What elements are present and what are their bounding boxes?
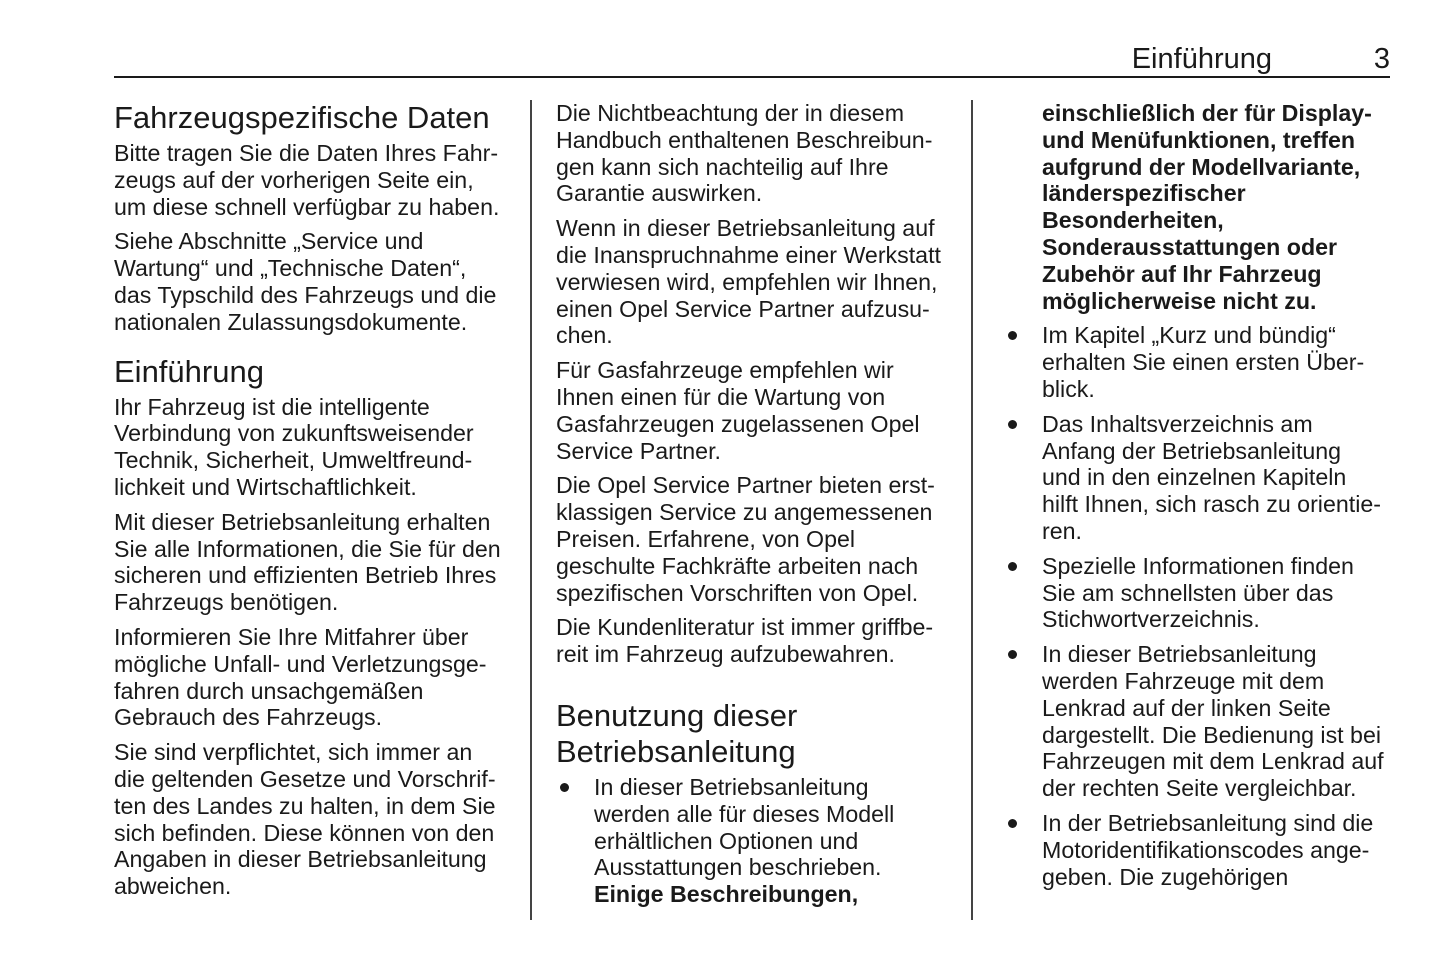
bullet-list bbox=[1004, 322, 1399, 890]
paragraph bbox=[114, 394, 518, 501]
list-item bbox=[1004, 411, 1399, 545]
text-line: aufgrund der Modellvariante, bbox=[1042, 153, 1361, 180]
text-line: lichkeit und Wirtschaftlichkeit. bbox=[114, 473, 417, 500]
text-line: länderspezifischer bbox=[1042, 180, 1246, 207]
text-line: Spezielle Informationen finden bbox=[1042, 552, 1354, 579]
text-line: Mit dieser Betriebsanleitung erhalten bbox=[114, 508, 491, 535]
bullet-icon bbox=[560, 783, 569, 792]
text-line: Das Inhaltsverzeichnis am bbox=[1042, 410, 1313, 437]
paragraph bbox=[556, 100, 960, 207]
heading-einfuehrung: Einführung bbox=[114, 353, 264, 389]
text-line: einschließlich der für Display- bbox=[1042, 100, 1372, 126]
text-line: Motoridentifikationscodes ange- bbox=[1042, 836, 1370, 863]
text-line: Ihr Fahrzeug ist die intelligente bbox=[114, 393, 430, 420]
list-item bbox=[1004, 641, 1399, 802]
list-item-text bbox=[1042, 322, 1399, 402]
text-line: Ausstattungen beschrieben. bbox=[594, 854, 882, 881]
list-item-text bbox=[1042, 411, 1399, 545]
column-1 bbox=[114, 100, 518, 908]
text-line: Im Kapitel „Kurz und bündig“ bbox=[1042, 322, 1336, 349]
column-3 bbox=[1004, 100, 1399, 898]
list-item-text bbox=[1042, 553, 1399, 633]
list-item-text bbox=[1042, 810, 1399, 890]
text-line: Sie sind verpflichtet, sich immer an bbox=[114, 739, 473, 766]
text-line: geschulte Fachkräfte arbeiten nach bbox=[556, 552, 919, 579]
text-line: erhältlichen Optionen und bbox=[594, 827, 859, 854]
text-line: In dieser Betriebsanleitung bbox=[594, 773, 869, 800]
paragraph bbox=[114, 739, 518, 900]
column-2 bbox=[556, 100, 960, 916]
text-line: hilft Ihnen, sich rasch zu orientie- bbox=[1042, 491, 1381, 518]
paragraph bbox=[556, 614, 960, 668]
text-line: Fahrzeugs benötigen. bbox=[114, 589, 339, 616]
list-item-text bbox=[1042, 641, 1399, 802]
text-line: werden Fahrzeuge mit dem bbox=[1042, 667, 1325, 694]
text-line: Stichwortverzeichnis. bbox=[1042, 606, 1260, 633]
bullet-icon bbox=[1008, 562, 1017, 571]
text-line: Für Gasfahrzeuge empfehlen wir bbox=[556, 357, 894, 384]
text-line: Die Kundenliteratur ist immer griffbe- bbox=[556, 614, 934, 641]
paragraph bbox=[556, 357, 960, 464]
text-line: Preisen. Erfahrene, von Opel bbox=[556, 525, 856, 552]
text-line: Bitte tragen Sie die Daten Ihres Fahr- bbox=[114, 140, 499, 166]
list-item bbox=[1004, 553, 1399, 633]
text-line: Ihnen einen für die Wartung von bbox=[556, 383, 886, 410]
text-line: Siehe Abschnitte „Service und bbox=[114, 228, 424, 255]
text-line: spezifischen Vorschriften von Opel. bbox=[556, 579, 919, 606]
text-line: chen. bbox=[556, 322, 613, 349]
paragraph bbox=[114, 624, 518, 731]
text-line: Sonderausstattungen oder bbox=[1042, 233, 1338, 260]
text-line: und in den einzelnen Kapiteln bbox=[1042, 464, 1347, 491]
text-line: Informieren Sie Ihre Mitfahrer über bbox=[114, 623, 469, 650]
text-line: das Typschild des Fahrzeugs und die bbox=[114, 281, 497, 308]
text-line: verwiesen wird, empfehlen wir Ihnen, bbox=[556, 268, 938, 295]
text-line: Anfang der Betriebsanleitung bbox=[1042, 437, 1342, 464]
text-line: Lenkrad auf der linken Seite bbox=[1042, 694, 1331, 721]
column-divider bbox=[530, 100, 532, 920]
heading-fahrzeugspezifische-daten: Fahrzeugspezifische Daten bbox=[114, 100, 490, 135]
list-item bbox=[556, 774, 960, 908]
page-header bbox=[114, 40, 1390, 78]
text-line: zeugs auf der vorherigen Seite ein, bbox=[114, 166, 474, 193]
text-line: Gebrauch des Fahrzeugs. bbox=[114, 704, 383, 731]
paragraph bbox=[114, 509, 518, 616]
text-line: Gasfahrzeugen zugelassenen Opel bbox=[556, 410, 920, 437]
bullet-list bbox=[556, 774, 960, 908]
heading-benutzung-dieser-betriebsanleitung bbox=[556, 698, 960, 770]
text-line: Betriebsanleitung bbox=[556, 733, 796, 769]
text-line: Wartung“ und „Technische Daten“, bbox=[114, 255, 467, 282]
text-line: abweichen. bbox=[114, 873, 232, 900]
text-line: Zubehör auf Ihr Fahrzeug bbox=[1042, 260, 1322, 287]
list-item-bold-text bbox=[594, 881, 960, 908]
text-line: möglicherweise nicht zu. bbox=[1042, 287, 1317, 314]
text-line: die Inanspruchnahme einer Werkstatt bbox=[556, 241, 941, 268]
text-line: Sie alle Informationen, die Sie für den bbox=[114, 535, 501, 562]
text-line: Benutzung dieser bbox=[556, 697, 798, 733]
text-line: geben. Die zugehörigen bbox=[1042, 863, 1289, 890]
text-line: Technik, Sicherheit, Umweltfreund- bbox=[114, 447, 473, 474]
text-line: Sie am schnellsten über das bbox=[1042, 579, 1334, 606]
paragraph bbox=[556, 215, 960, 349]
text-line: ten des Landes zu halten, in dem Sie bbox=[114, 792, 496, 819]
text-line: erhalten Sie einen ersten Über- bbox=[1042, 349, 1365, 376]
paragraph bbox=[114, 140, 518, 220]
text-line: Angaben in dieser Betriebsanleitung bbox=[114, 846, 487, 873]
text-line: Die Opel Service Partner bieten erst- bbox=[556, 472, 935, 499]
list-item bbox=[1004, 322, 1399, 402]
text-line: reit im Fahrzeug aufzubewahren. bbox=[556, 641, 895, 668]
text-line: Verbindung von zukunftsweisender bbox=[114, 420, 474, 447]
list-item-text bbox=[594, 774, 960, 881]
text-line: Fahrzeugen mit dem Lenkrad auf bbox=[1042, 748, 1384, 775]
text-line: mögliche Unfall- und Verletzungsge- bbox=[114, 650, 487, 677]
text-line: In der Betriebsanleitung sind die bbox=[1042, 809, 1374, 836]
text-line: Die Nichtbeachtung der in diesem bbox=[556, 100, 905, 126]
running-header-section: Einführung bbox=[1131, 43, 1272, 75]
bullet-icon bbox=[1008, 331, 1017, 340]
bullet-icon bbox=[1008, 819, 1017, 828]
text-line: sich befinden. Diese können von den bbox=[114, 819, 495, 846]
bullet-icon bbox=[1008, 650, 1017, 659]
list-item-bold-continuation bbox=[1004, 100, 1399, 314]
paragraph bbox=[114, 228, 518, 335]
text-line: fahren durch unsachgemäßen bbox=[114, 677, 424, 704]
text-line: klassigen Service zu angemessenen bbox=[556, 499, 933, 526]
text-line: um diese schnell verfügbar zu haben. bbox=[114, 193, 500, 220]
text-line: blick. bbox=[1042, 375, 1095, 402]
text-line: Einige Beschreibungen, bbox=[594, 881, 859, 908]
bullet-icon bbox=[1008, 420, 1017, 429]
text-line: ren. bbox=[1042, 517, 1082, 544]
text-line: Handbuch enthaltenen Beschreibun- bbox=[556, 126, 933, 153]
text-line: die geltenden Gesetze und Vorschrif- bbox=[114, 765, 496, 792]
text-line: sicheren und effizienten Betrieb Ihres bbox=[114, 562, 497, 589]
text-line: Wenn in dieser Betriebsanleitung auf bbox=[556, 215, 935, 242]
text-line: werden alle für dieses Modell bbox=[594, 800, 895, 827]
text-line: Service Partner. bbox=[556, 437, 721, 464]
text-line: dargestellt. Die Bedienung ist bei bbox=[1042, 721, 1382, 748]
text-line: Besonderheiten, bbox=[1042, 207, 1224, 234]
text-line: nationalen Zulassungsdokumente. bbox=[114, 308, 468, 335]
text-line: einen Opel Service Partner aufzusu- bbox=[556, 295, 930, 322]
text-line: gen kann sich nachteilig auf Ihre bbox=[556, 153, 889, 180]
text-line: Garantie auswirken. bbox=[556, 180, 763, 207]
column-divider bbox=[971, 100, 973, 920]
page-number: 3 bbox=[1373, 43, 1390, 75]
paragraph bbox=[556, 472, 960, 606]
text-line: In dieser Betriebsanleitung bbox=[1042, 641, 1317, 668]
list-item bbox=[1004, 810, 1399, 890]
text-line: der rechten Seite vergleichbar. bbox=[1042, 775, 1357, 802]
text-line: und Menüfunktionen, treffen bbox=[1042, 126, 1355, 153]
